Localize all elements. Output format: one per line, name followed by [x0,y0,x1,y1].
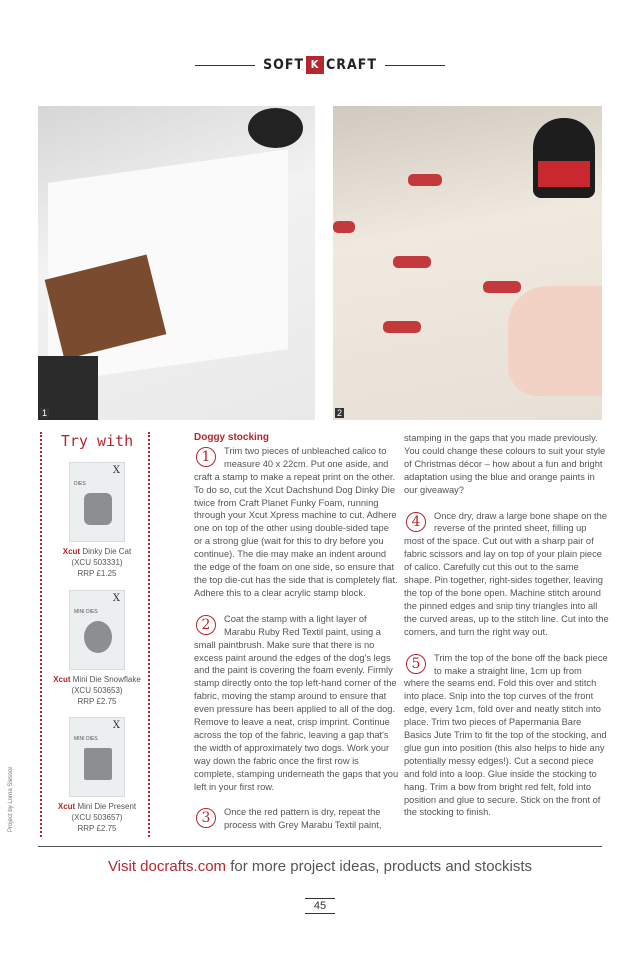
snowflake-die-icon [84,621,112,653]
logo-mark: K [306,56,324,74]
footer-divider [38,846,602,847]
article-column-1 [194,432,399,845]
product-card [42,590,152,707]
present-die-icon [84,748,112,780]
step-number: 3 [196,808,216,828]
step-number: 2 [196,615,216,635]
product-pack [69,717,125,797]
pack-label: DIES [74,481,86,487]
xcut-logo-icon: X [112,720,120,731]
product-brand: Xcut [62,547,81,556]
product-brand: Xcut [53,675,71,684]
product-code: (XCU 503657) [71,813,123,822]
step-number: 5 [406,654,426,674]
step-text: Trim two pieces of unbleached calico to measure 40 x 22cm. Put one aside, and craft a stamp to make a repeat print on the other. To do so, cut the Xcut Dachshund Dog Dinky Die twice from Craft Planet Funky Foam, running through your Xcut Xpress machine to cut. Adhere one on top of the other using double-sided tape or a strong glue (wait for this to dry before you continue). The die may make an indent around the edge of the foam on one side, so ensure that the top die-cut has the side that is completely flat. Adhere this to a clear acrylic stamp block. [194,445,398,598]
step-text: Once the red pattern is dry, repeat the process with Grey Marabu Textil paint, [224,807,382,831]
xcut-logo-icon: X [112,465,120,476]
logo-craft: CRAFT [326,57,377,73]
photo-number: 2 [337,408,343,418]
photo-number: 1 [42,408,48,418]
xcut-logo-icon: X [112,593,120,604]
try-with-title: Try with [60,432,134,450]
product-code: (XCU 503653) [71,686,123,695]
dog-print [483,281,521,293]
footer-promo [0,858,640,875]
dog-print [393,256,431,268]
dog-print [333,221,355,233]
step-2 [194,613,399,794]
product-price: RRP £1.25 [77,569,117,578]
machine-dial [248,108,303,148]
magazine-logo [0,56,640,74]
step-1 [194,445,399,600]
try-with-sidebar [40,432,150,837]
step-number: 4 [406,512,426,532]
step-text: Coat the stamp with a light layer of Marabu Ruby Red Textil paint, using a small paintbrush. Make sure that there is no excess paint around the edges of the dog's legs and the paint is covering the foam evenly. Firmly stamp directly onto the top left-hand corner of the fabric, moving the stamp around to ensure that even pressure has been applied to all of the dog. Remove to leave a neat, crisp imprint. Continue across the top of the fabric, leaving a gap that's the width of approximately two dogs. Work your way down the fabric once the first row is complete, stamping underneath the gaps that you left in your first row. [194,613,399,792]
logo-soft: SOFT [263,57,305,73]
product-pack [69,462,125,542]
photo-die-cutting-machine [38,106,315,420]
hand [508,286,602,396]
product-name: Mini Die Present [77,802,137,811]
page-number: 45 [305,898,335,914]
step-4 [404,510,609,639]
step-text: Trim the top of the bone off the back piece to make a straight line, 1cm up from where the seams end. Fold this over and stitch into place. Snip into the top curves of the front edge, every 1cm, fold over and neatly stitch into place. Trim two pieces of Papermania Bare Basics Jute Trim to fit the top of the stocking, and glue gun into position (this also helps to hide any potentially messy edges!). Cut a second piece and fold into a loop. Glue inside the stocking to hang. Trim a bow from bright red felt, fold into position and glue to secure. Stick on the front of the stocking to finish. [404,652,608,818]
step-number: 1 [196,447,216,467]
cat-die-icon [84,493,112,525]
step-text: Once dry, draw a large bone shape on the reverse of the printed sheet, filling up most of the space. Cut out with a sharp pair of fabric scissors and lay on top of your plain piece of calico. Carefully cut this out to the same shape. Pin together, right-sides together, leaving the top of the bone open. Machine stitch around the pinned edges and snip tiny triangles into all the curved areas, up to the stitch line. Cut into the corners, and turn the right way out. [404,510,609,637]
project-credit: Project by Lorna Slessor [8,766,14,832]
product-card [42,462,152,579]
product-pack [69,590,125,670]
footer-text: for more project ideas, products and stockists [226,858,533,875]
dog-print [408,174,442,186]
docrafts-link[interactable]: Visit docrafts.com [107,858,227,875]
step-3-continued: stamping in the gaps that you made previously. You could change these colours to suit your style of Christmas décor – how about a fun and bright adaptation using the blue and orange paints in our giveaway? [404,433,606,495]
photo-stamped-fabric [333,106,602,420]
dog-print [383,321,421,333]
pack-label: MINI DIES [74,609,98,615]
article-title: Doggy stocking [194,432,270,443]
product-price: RRP £2.75 [77,824,117,833]
paint-label [538,161,590,187]
article-column-2 [404,432,609,832]
product-code: (XCU 503331) [71,558,123,567]
product-price: RRP £2.75 [77,697,117,706]
product-card [42,717,152,834]
product-name: Dinky Die Cat [82,547,132,556]
step-3 [194,806,399,832]
product-name: Mini Die Snowflake [72,675,141,684]
pack-label: MINI DIES [74,736,98,742]
step-5 [404,652,609,820]
product-brand: Xcut [57,802,76,811]
